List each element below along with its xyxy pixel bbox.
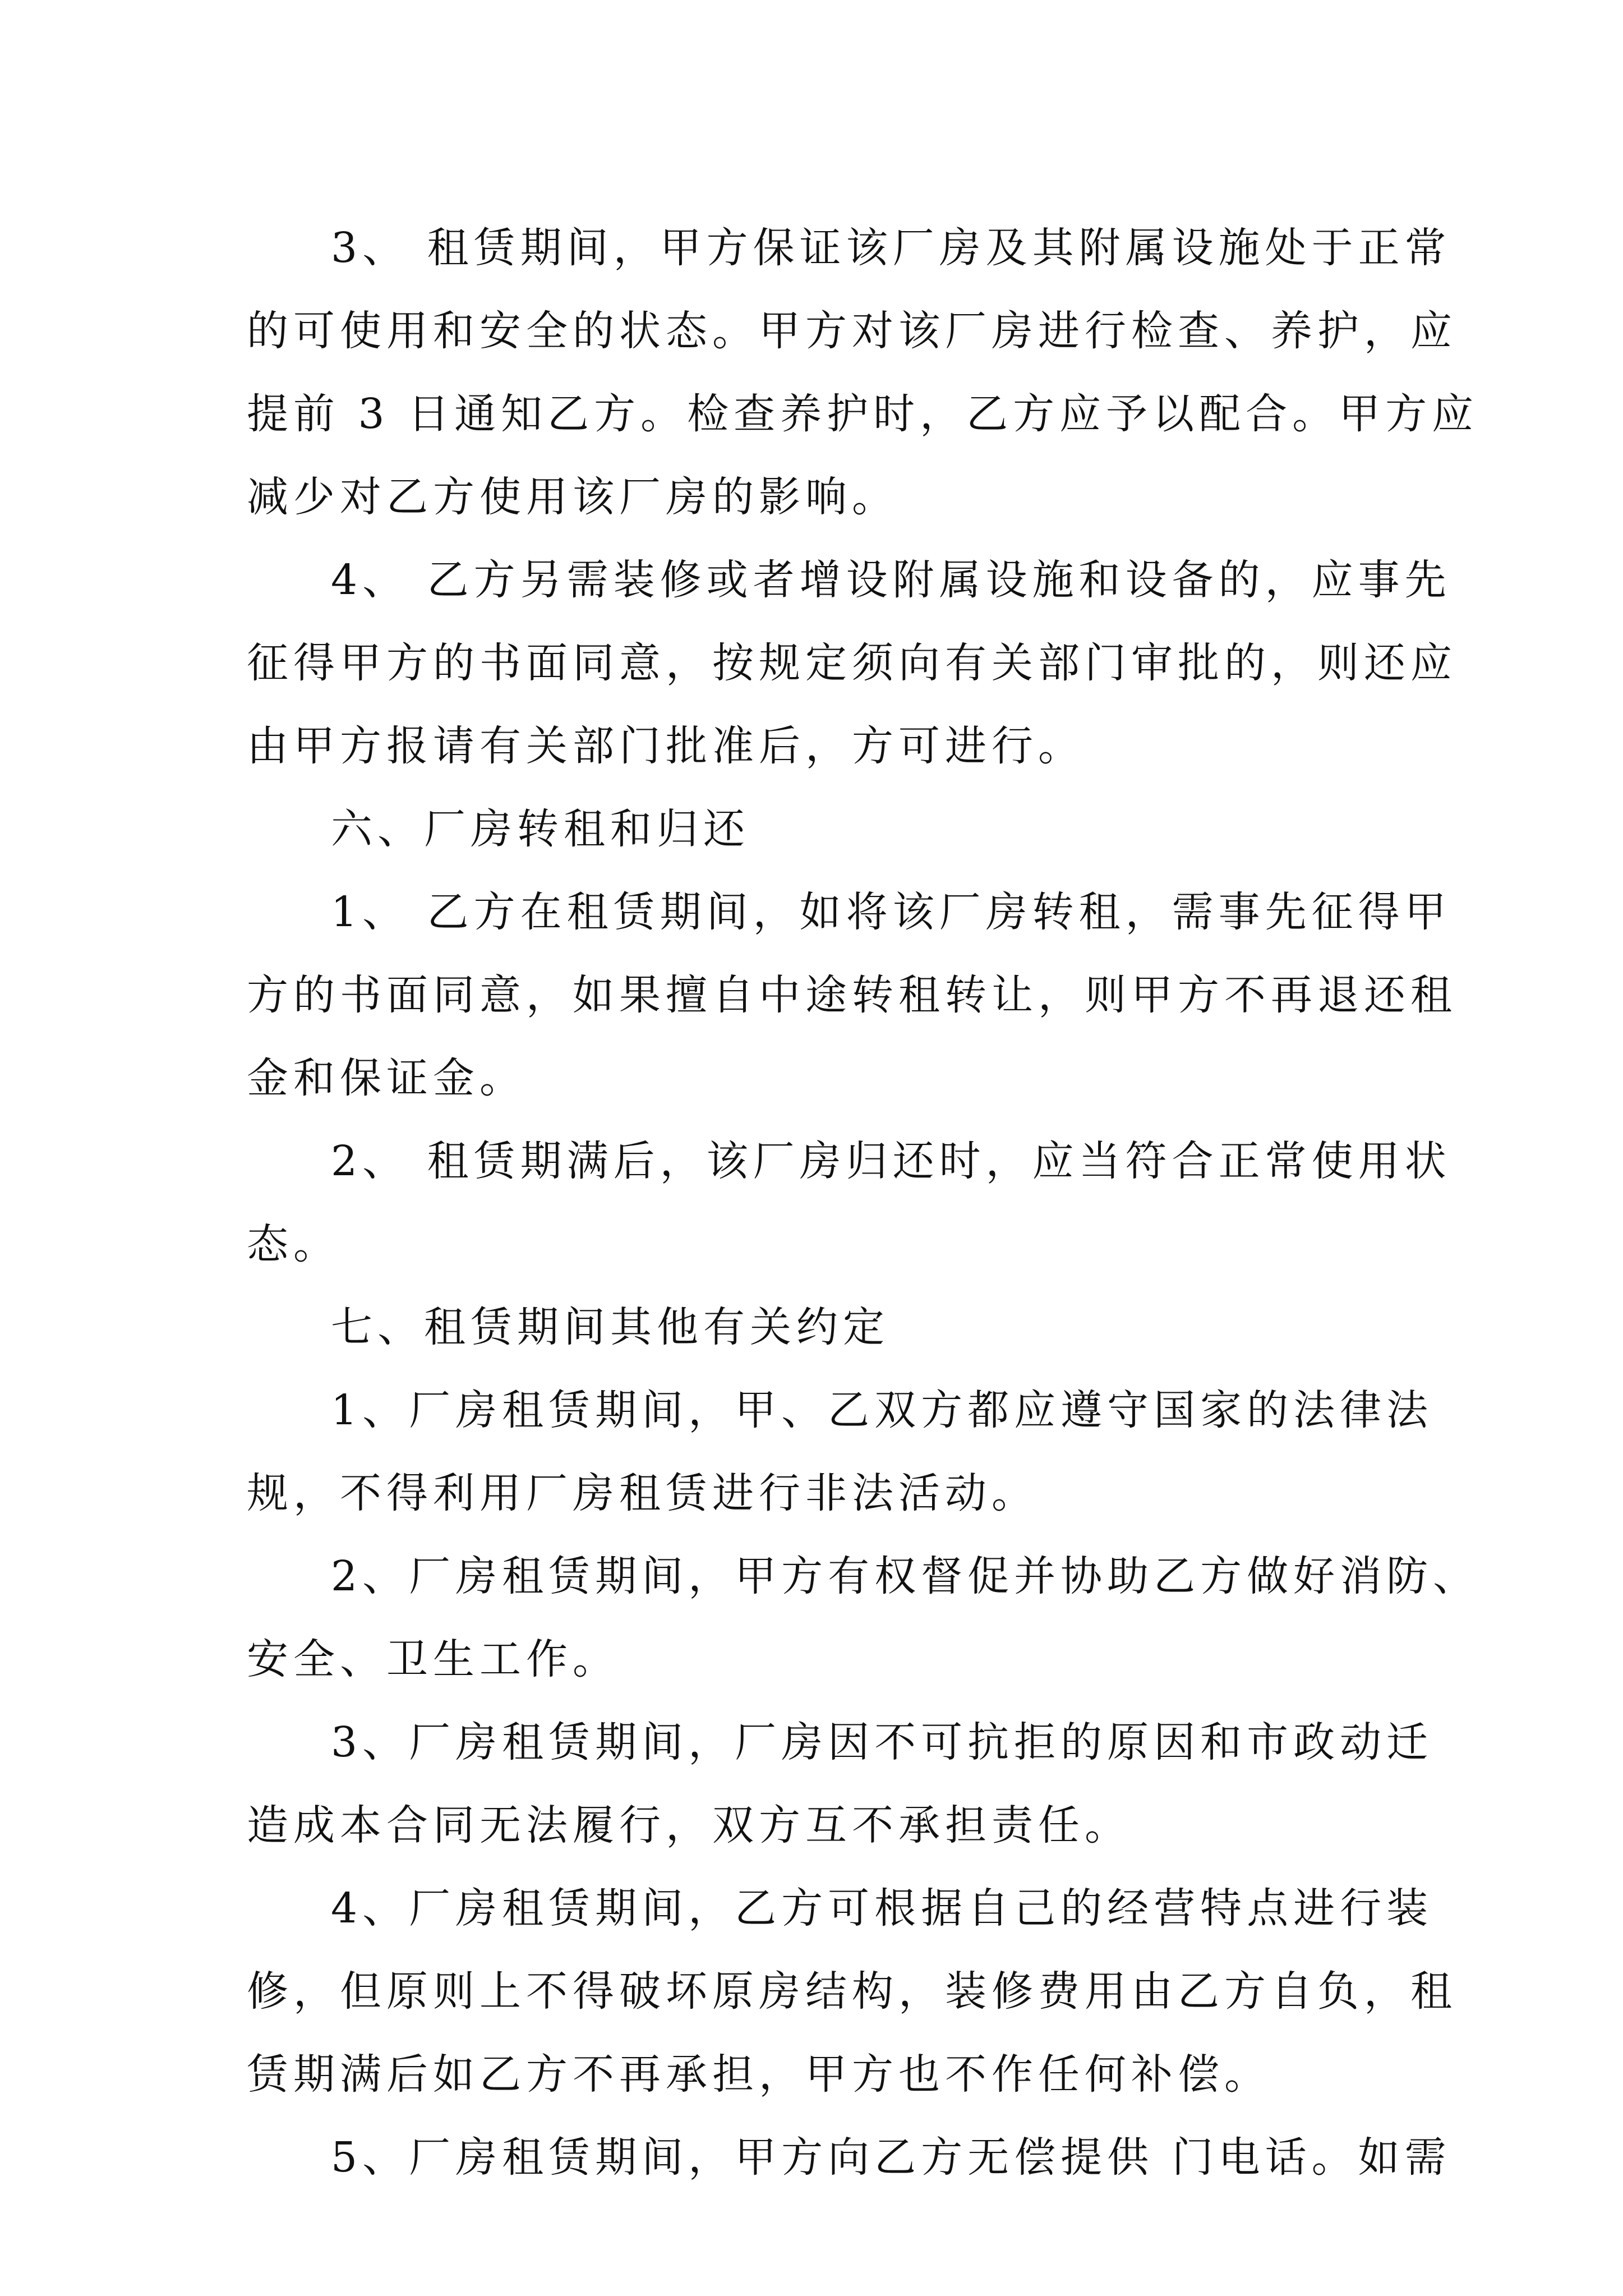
text-line: 造成本合同无法履行，双方互不承担责任。 (247, 1801, 1131, 1849)
text-line: 减少对乙方使用该厂房的影响。 (247, 473, 898, 521)
text-line: 征得甲方的书面同意，按规定须向有关部门审批的，则还应 (247, 639, 1457, 687)
text-line: 4、 乙方另需装修或者增设附属设施和设备的，应事先 (331, 556, 1451, 604)
text-line: 的可使用和安全的状态。甲方对该厂房进行检查、养护，应 (247, 307, 1457, 355)
text-line: 态。 (247, 1220, 340, 1268)
text-line: 安全、卫生工作。 (247, 1635, 619, 1683)
text-line: 3、厂房租赁期间，厂房因不可抗拒的原因和市政动迁 (331, 1718, 1433, 1766)
text-line: 3、 租赁期间，甲方保证该厂房及其附属设施处于正常 (331, 224, 1451, 272)
section-heading: 七、租赁期间其他有关约定 (331, 1303, 889, 1351)
text-line: 规，不得利用厂房租赁进行非法活动。 (247, 1469, 1038, 1517)
text-line: 1、 乙方在租赁期间，如将该厂房转租，需事先征得甲 (331, 888, 1451, 936)
text-line: 赁期满后如乙方不再承担，甲方也不作任何补偿。 (247, 2050, 1271, 2099)
text-line: 提前 3 日通知乙方。检查养护时，乙方应予以配合。甲方应 (247, 390, 1479, 438)
text-line: 方的书面同意，如果擅自中途转租转让，则甲方不再退还租 (247, 971, 1457, 1019)
text-line: 金和保证金。 (247, 1054, 526, 1102)
text-line: 1、厂房租赁期间，甲、乙双方都应遵守国家的法律法 (331, 1386, 1433, 1434)
text-line: 4、厂房租赁期间，乙方可根据自己的经营特点进行装 (331, 1884, 1433, 1932)
section-heading: 六、厂房转租和归还 (331, 805, 750, 853)
text-line: 2、厂房租赁期间，甲方有权督促并协助乙方做好消防、 (331, 1552, 1480, 1600)
text-line: 2、 租赁期满后，该厂房归还时，应当符合正常使用状 (331, 1137, 1451, 1185)
text-line: 修，但原则上不得破坏原房结构，装修费用由乙方自负，租 (247, 1967, 1457, 2016)
text-line: 由甲方报请有关部门批准后，方可进行。 (247, 722, 1085, 770)
document-body (247, 206, 1480, 2199)
text-line: 5、厂房租赁期间，甲方向乙方无偿提供 门电话。如需 (331, 2133, 1451, 2182)
